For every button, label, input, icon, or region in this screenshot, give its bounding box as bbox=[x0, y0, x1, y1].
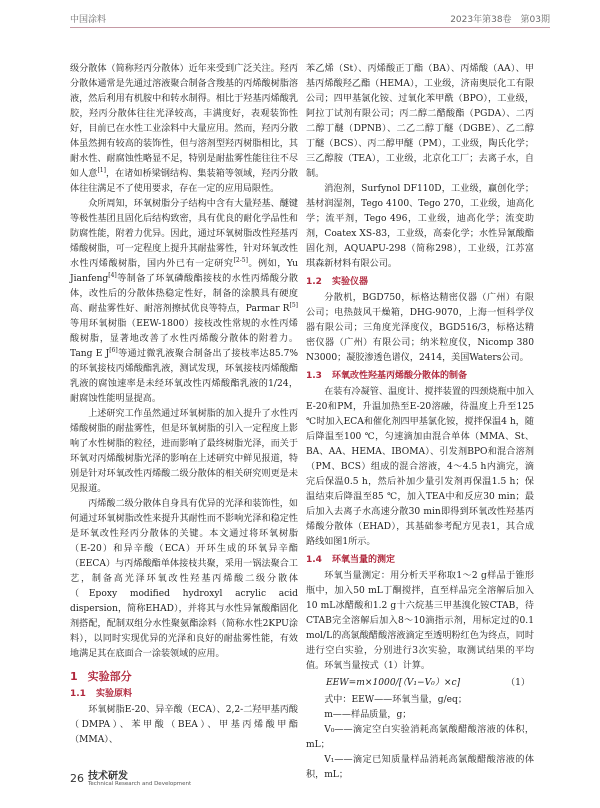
subsection-heading: 1.2 实验仪器 bbox=[306, 277, 368, 287]
left-column bbox=[70, 62, 298, 748]
header-divider bbox=[70, 27, 550, 28]
paragraph: 丙烯酸二级分散体自身具有优异的光泽和装饰性，如何通过环氧树脂改性来提升其耐性而不影响光泽和稳定性是环氧改性羟丙分散体的关键。本文通过将环氧树脂（E-20）和异辛酸（ECA）开环生成的环氧异辛酯（EECA）与丙烯酸酯单体接枝共聚，采用一锅法聚合工艺，制备高光泽环氧改性羟基丙烯酸二级分散体（Epoxy modified hydroxyl acrylic acid dispersion，简称EHAD），并将其与水性异氰酸酯固化剂搭配，配制双组分水性聚氨酯涂料（简称水性2KPU涂料），以同时实现优异的光泽和良好的耐盐雾性能，有效地满足其在底面合一涂装领域的应用。 bbox=[70, 499, 298, 659]
section-label: 技术研发 bbox=[88, 771, 128, 782]
running-header bbox=[70, 8, 550, 26]
right-column bbox=[306, 62, 534, 783]
equation-number: （1） bbox=[506, 678, 530, 688]
citation-ref: [4] bbox=[108, 271, 117, 279]
citation-ref: [2-5] bbox=[233, 256, 248, 264]
equation bbox=[306, 676, 534, 691]
journal-name: 中国涂料 bbox=[70, 15, 107, 25]
issue-info: 2023年第38卷 第03期 bbox=[450, 15, 550, 25]
equation-legend: V₁——滴定已知质量样品消耗高氯酸醋酸溶液的体积，mL； bbox=[306, 755, 534, 780]
paragraph: 分散机，BGD750，标格达精密仪器（广州）有限公司；电热鼓风干燥箱，DHG-9070，上海一恒科学仪器有限公司；三角度光泽度仪，BGD516/3，标格达精密仪器（广州）有限公司；纳米粒度仪，Nicomp 380 N3000；凝胶渗透色谱仪，2414，美国Waters公司。 bbox=[306, 293, 534, 363]
equation-legend: 式中：EEW——环氧当量，g/eq； bbox=[324, 695, 467, 705]
page-footer bbox=[70, 764, 270, 794]
paragraph: 消泡剂，Surfynol DF110D，工业级，赢创化学；基材润湿剂，Tego 4100、Tego 270，工业级，迪高化学；流平剂，Tego 496，工业级，迪高化学；流变助剂，Coatex XS-83，工业级，高泰化学；水性异氰酸酯固化剂，AQUAPU-298（简称298），工业级，江苏富琪森新材料有限公司。 bbox=[306, 184, 534, 269]
citation-ref: [1] bbox=[97, 166, 106, 174]
page-number: 26 bbox=[70, 772, 84, 785]
section-heading: 1 实验部分 bbox=[70, 670, 132, 683]
paragraph: 环氧树脂E-20、异辛酸（ECA）、2,2-二羟甲基丙酸（DMPA）、苯甲酸（BEA）、甲基丙烯酸甲酯（MMA）、 bbox=[70, 705, 298, 745]
paragraph: 环氧当量测定：用分析天平称取1～2 g样品于锥形瓶中，加入50 mL丁酮搅拌，直至样品完全溶解后加入10 mL冰醋酸和1.2 g十六烷基三甲基溴化铵CTAB，待CTAB完全溶解后加入8～10滴指示剂，用标定过的0.1 mol/L的高氯酸醋酸溶液滴定至透明粉红色为终点，同时进行空白实验，分别进行3次实验，取测试结果的平均值。环氧当量按式（1）计算。 bbox=[306, 571, 534, 671]
paragraph: 在装有冷凝管、温度计、搅拌装置的四颈烧瓶中加入E-20和PM，升温加热至E-20溶融，待温度上升至125 ℃时加入ECA和催化剂四甲基氯化铵，搅拌保温4 h，随后降温至100 ℃，匀速滴加由混合单体（MMA、St、BA、AA、HEMA、IBOMA）、引发剂BPO和混合溶剂（PM、BCS）组成的混合溶液，4～4.5 h内滴完，滴完后保温0.5 h，然后补加少量引发剂再保温1.5 h；保温结束后降温至85 ℃，加入TEA中和反应30 min；最后加入去离子水高速分散30 min即得到环氧改性羟基丙烯酸分散体（EHAD），其基础参考配方见表1，其合成路线如图1所示。 bbox=[306, 387, 534, 547]
equation-legend: m——样品质量，g； bbox=[324, 710, 412, 720]
paragraph: 上述研究工作虽然通过环氧树脂的加入提升了水性丙烯酸树脂的耐盐雾性，但是环氧树脂的引入一定程度上影响了水性树脂的粒径，进而影响了最终树脂光泽，而关于环氧对丙烯酸树脂光泽的影响在上述研究中鲜见报道，特别是针对环氧改性丙烯酸二级分散体的相关研究则更是未见报道。 bbox=[70, 409, 298, 494]
citation-ref: [6] bbox=[109, 346, 118, 354]
subsection-heading: 1.3 环氧改性羟基丙烯酸分散体的制备 bbox=[306, 371, 467, 381]
paragraph: 级分散体（简称羟丙分散体）近年来受到广泛关注。羟丙分散体通常是先通过溶液聚合制备含羧基的丙烯酸树脂溶液，然后利用有机胺中和转水制得。相比于羟基丙烯酸乳胶，羟丙分散体往往光泽较高，丰满度好，表观装饰性好，目前已在水性工业涂料中大量应用。然而，羟丙分散体虽然拥有较高的装饰性，但与溶剂型羟丙树脂相比，其耐水性、耐腐蚀性略显不足，特别是耐盐雾性能往往不尽如人意[1]，在诸如桥梁钢结构、集装箱等领域，羟丙分散体往往满足不了使用要求，存在一定的应用局限性。 bbox=[70, 64, 298, 194]
subsection-heading: 1.1 实验原料 bbox=[70, 689, 132, 699]
subsection-heading: 1.4 环氧当量的测定 bbox=[306, 555, 395, 565]
citation-ref: [5] bbox=[289, 301, 298, 309]
section-label-english: Technical Research and Development bbox=[88, 781, 192, 787]
equation-legend: V₀——滴定空白实验消耗高氯酸醋酸溶液的体积，mL； bbox=[306, 725, 534, 750]
equation-formula: EEW=m×1000/[（V₁−V₀）×c] bbox=[326, 678, 461, 688]
paragraph: 众所周知，环氧树脂分子结构中含有大量羟基、醚键等极性基团且固化后结构致密，具有优良的耐化学品性和防腐性能，附着力优异。因此，通过环氧树脂改性羟基丙烯酸树脂，可一定程度上提升其耐盐雾性，针对环氧改性水性丙烯酸树脂，国内外已有一定研究[2-5]。例如，Yu Jianfeng[4]等制备了环氧磷酸酯接枝的水性丙烯酸分散体，改性后的分散体热稳定性好，制备的涂膜具有硬度高、耐盐雾性好、耐溶剂擦拭优良等特点，Parmar R[5]等用环氧树脂（EEW-1800）接枝改性常规的水性丙烯酸树脂，显著地改善了水性丙烯酸分散体的附着力。Tang E J[6]等通过微乳液聚合制备出了接枝率达85.7%的环氧接枝丙烯酸酯乳液，测试发现，环氧接枝丙烯酸酯乳液的腐蚀速率是未经环氧改性丙烯酸酯乳液的1/24，耐腐蚀性能明显提高。 bbox=[70, 199, 298, 404]
paragraph: 苯乙烯（St）、丙烯酸正丁酯（BA）、丙烯酸（AA）、甲基丙烯酸羟乙酯（HEMA），工业级，济南奥辰化工有限公司；四甲基氯化铵、过氧化苯甲酰（BPO），工业级，阿拉丁试剂有限公司；丙二醇二醋酸酯（PGDA）、二丙二醇丁醚（DPNB）、二乙二醇丁醚（DGBE）、乙二醇丁醚（BCS）、丙二醇甲醚（PM），工业级，陶氏化学；三乙醇胺（TEA），工业级，北京化工厂；去离子水，自制。 bbox=[306, 64, 534, 179]
